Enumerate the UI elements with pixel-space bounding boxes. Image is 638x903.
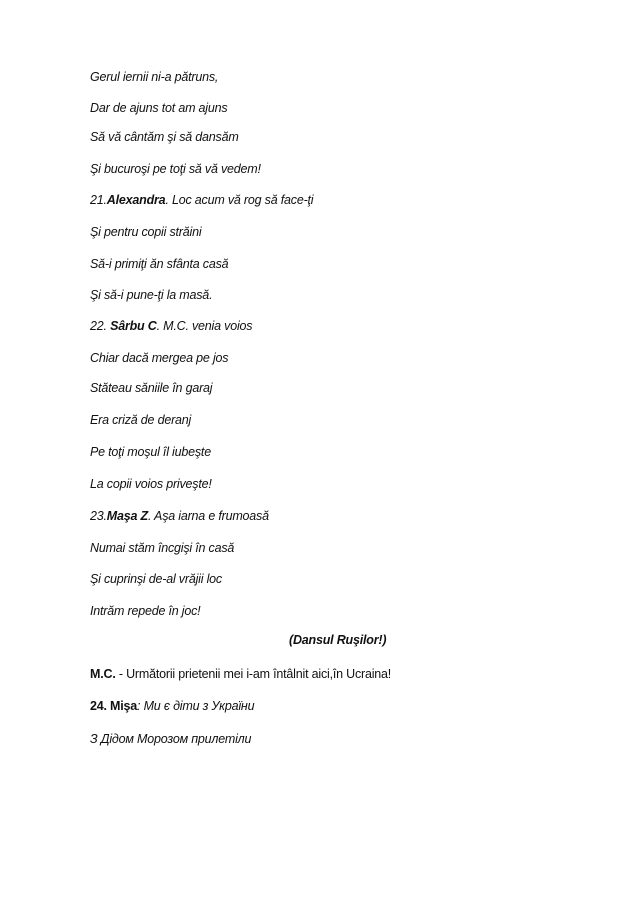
verse-line: Dar de ajuns tot am ajuns [90,101,228,115]
speaker-number: 22. [90,319,111,333]
verse-line: З Дідом Морозом прилетіли [90,732,252,746]
stage-direction: (Dansul Ruşilor!) [289,633,387,647]
speaker-line [90,318,252,334]
speaker-text: . M.C. venia voios [156,319,253,333]
verse-line: La copii voios priveşte! [90,477,212,491]
speaker-name: M.C. [90,667,116,681]
speaker-name: Sârbu C [110,319,157,333]
speaker-number: 23. [90,509,107,523]
verse-line: Pe toţi moşul îl iubeşte [90,445,211,459]
verse-line: Şi cuprinşi de-al vrăjii loc [90,572,222,586]
verse-line: Numai stăm încgişi în casă [90,541,235,555]
verse-line: Să-i primiţi ăn sfânta casă [90,257,229,271]
verse-line: Era criză de deranj [90,413,192,427]
verse-line: Şi pentru copii străini [90,225,202,239]
speaker-number: 21. [90,193,107,207]
speaker-name: Alexandra [106,193,166,207]
verse-line: Chiar dacă mergea pe jos [90,351,229,365]
verse-line: Gerul iernii ni-a pătruns, [90,70,219,84]
verse-line: Intrăm repede în joc! [90,604,201,618]
speaker-name: Maşa Z [106,509,148,523]
speaker-line [90,508,269,524]
verse-line: Să vă cântăm şi să dansăm [90,130,239,144]
verse-line: Stăteau săniile în garaj [90,381,213,395]
speaker-text: . Aşa iarna e frumoasă [147,509,269,523]
verse-line: Şi bucuroşi pe toţi să vă vedem! [90,162,261,176]
speaker-text: : Ми є діти з України [137,699,255,713]
speaker-line [90,698,254,714]
speaker-name: 24. Mişa [90,699,138,713]
speaker-line [90,192,313,208]
speaker-text: - Următorii prietenii mei i-am întâlnit aici,în Ucraina! [115,667,392,681]
speaker-text: . Loc acum vă rog să face-ţi [165,193,314,207]
speaker-line [90,666,391,682]
verse-line: Şi să-i pune-ţi la masă. [90,288,213,302]
